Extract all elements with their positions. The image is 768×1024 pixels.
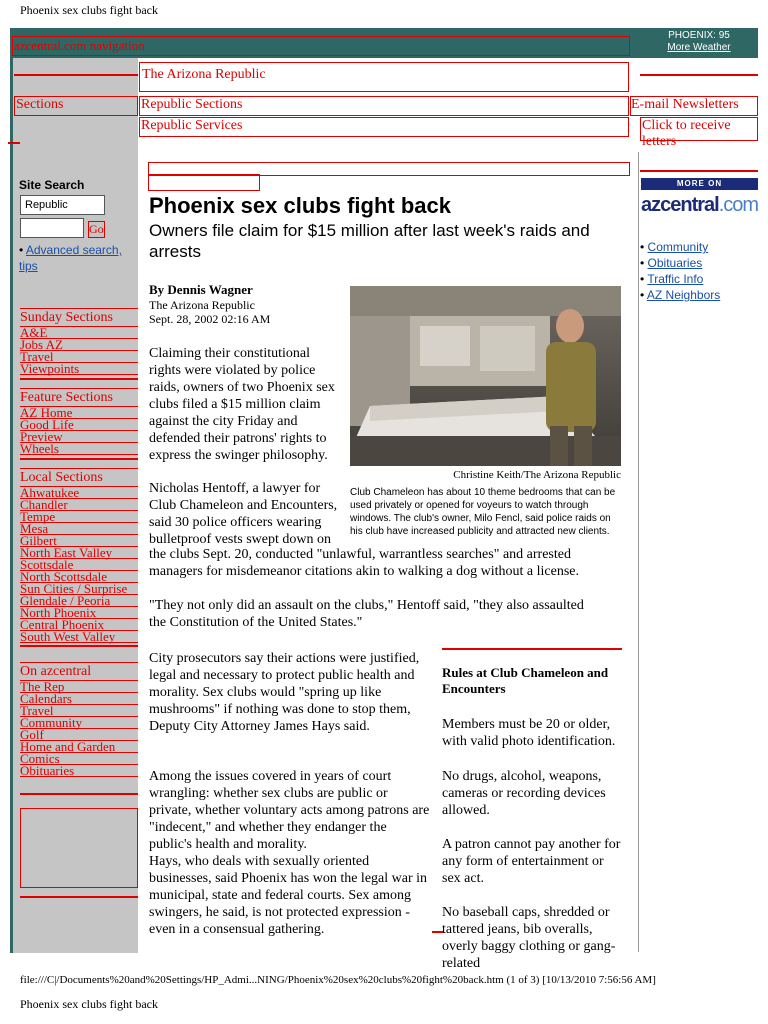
sidebar-group-feature [20,388,138,455]
sidebar-item[interactable]: Tempe [20,511,138,523]
sidebar-item[interactable]: Calendars [20,693,138,705]
weather-temp: PHOENIX: 95 [668,30,730,41]
nav-label[interactable]: azcentral.com navigation [14,38,145,53]
weather-link[interactable]: More Weather [667,42,731,53]
article-paragraph: Among the issues covered in years of court wrangling: whether sex clubs are public or private, whether voluntary acts among patrons are "indecent," and whether they endanger the public's health and morality. [149,769,430,852]
sidebar-item[interactable]: Chandler [20,499,138,511]
sidebar-group-azcentral [20,662,138,777]
sidebar-item[interactable]: North Phoenix [20,607,138,619]
article-paragraph: Nicholas Hentoff, a lawyer for Club Chameleon and Encounters, said 30 police officers wearing bulletproof vests swept down on [149,481,338,547]
group-rule [20,645,138,647]
right-rail-divider [638,152,639,952]
sidebar-item[interactable]: Scottsdale [20,559,138,571]
rule-item: No baseball caps, shredded or tattered jeans, bib overalls, overly baggy clothing or gang-related [442,905,616,971]
sidebar-group-sunday [20,308,138,375]
traffic-info-link[interactable]: Traffic Info [647,272,704,286]
sidebar-item[interactable]: Viewpoints [20,363,138,375]
sidebar-empty-box [20,808,138,888]
next-page-header: Phoenix sex clubs fight back [20,997,158,1011]
republic-sections[interactable]: Republic Sections [141,97,243,112]
logo-com: .com [718,194,759,216]
sidebar-item[interactable]: Obituaries [20,765,138,777]
sidebar-item[interactable]: Community [20,717,138,729]
azcentral-logo[interactable] [641,194,758,217]
az-neighbors-link[interactable]: AZ Neighbors [646,288,721,302]
sidebar-item[interactable]: The Rep [20,681,138,693]
sunday-sections-heading[interactable]: Sunday Sections [20,308,138,327]
letters-cut: letters [642,134,677,149]
weather-box [640,30,758,54]
sidebar-item[interactable]: Jobs AZ [20,339,138,351]
group-rule [20,793,138,795]
sidebar-item[interactable]: Preview [20,431,138,443]
sidebar-item[interactable]: Travel [20,351,138,363]
click-receive-frame [640,117,758,149]
photo-illustration [350,286,621,466]
sidebar-item[interactable]: Gilbert [20,535,138,547]
sidebar-item[interactable]: AZ Home [20,407,138,419]
sidebar-item[interactable]: Central Phoenix [20,619,138,631]
article-paragraph: the clubs Sept. 20, conducted "unlawful, warrantless searches" and arrested managers for misdemeanor citations akin to walking a dog without a license. [149,547,579,579]
rule-item: No drugs, alcohol, weapons, cameras or recording devices allowed. [442,769,606,818]
headline: Phoenix sex clubs fight back [149,193,451,218]
feature-sections-heading[interactable]: Feature Sections [20,388,138,407]
right-rail-links: • Community • Obituaries • Traffic Info • AZ Neighbors [640,240,721,302]
sidebar-item[interactable]: North Scottsdale [20,571,138,583]
sidebar-item[interactable]: North East Valley [20,547,138,559]
site-name[interactable]: The Arizona Republic [142,67,266,82]
republic-services[interactable]: Republic Services [141,118,243,133]
sidebar-item[interactable]: Home and Garden [20,741,138,753]
print-header: Phoenix sex clubs fight back [20,3,158,17]
click-to-receive[interactable]: Click to receive [642,118,731,133]
rule-item: A patron cannot pay another for any form of entertainment or sex act. [442,837,621,886]
on-azcentral-heading[interactable]: On azcentral [20,662,138,681]
go-button[interactable]: Go [89,222,104,236]
subhead: Owners file claim for $15 million after last week's raids and arrests [149,221,590,261]
sidebar-item[interactable]: Good Life [20,419,138,431]
logo-az: az [641,194,661,216]
email-newsletters[interactable]: E-mail Newsletters [631,97,739,112]
dateline: Sept. 28, 2002 02:16 AM [149,312,271,326]
search-scope-box[interactable] [20,218,84,238]
right-rail-rule [640,170,758,172]
sidebar-item[interactable]: A&E [20,327,138,339]
sidebar-item[interactable]: Mesa [20,523,138,535]
photo-caption: Club Chameleon has about 10 theme bedrooms that can be used privately or opened for voyeurs to watch through windows. The club's owner, Milo Fencl, said police raids on his club have increased publicity and attracted new clients. [350,487,616,537]
article-paragraph: "They not only did an assault on the clubs," Hentoff said, "they also assaulted the Constitution of the United States." [149,598,584,630]
logo-central: central [660,194,719,216]
article-photo [350,286,621,466]
local-sections-heading[interactable]: Local Sections [20,468,138,487]
search-input[interactable] [20,195,105,215]
small-rule [8,142,20,144]
sidebar-item[interactable]: Wheels [20,443,138,455]
article-paragraph: Hays, who deals with sexually oriented businesses, said Phoenix has won the legal war in municipal, state and federal courts. Sex among swingers, he said, is not protected expression - even in a consensual gathering. [149,854,428,937]
content-small-frame [148,174,260,191]
rules-rule [442,648,622,650]
obituaries-link[interactable]: Obituaries [647,256,703,270]
byline-source: The Arizona Republic [149,298,255,312]
header-rule-right [640,74,758,76]
community-link[interactable]: Community [647,240,709,254]
sidebar-item[interactable]: Sun Cities / Surprise [20,583,138,595]
article-paragraph: City prosecutors say their actions were justified, legal and necessary to protect public health and morality. Sex clubs would "spring up like mushrooms" if nothing was done to stop them, Deputy City Attorney James Hays said. [149,651,420,734]
sidebar-group-local [20,468,138,643]
sidebar-edge [10,58,13,953]
group-rule [20,896,138,898]
sidebar-item[interactable]: Ahwatukee [20,487,138,499]
advanced-search: • Advanced search, tips [19,243,122,273]
group-rule [20,378,138,380]
site-search-label: Site Search [19,178,85,192]
sidebar-item[interactable]: South West Valley [20,631,138,643]
sidebar-item[interactable]: Comics [20,753,138,765]
byline: By Dennis Wagner [149,282,253,297]
rule-item: Members must be 20 or older, with valid photo identification. [442,717,616,749]
sidebar-item[interactable]: Travel [20,705,138,717]
file-path: file:///C|/Documents%20and%20Settings/HP_Admi...NING/Phoenix%20sex%20clubs%20fight%20back.htm (1 of 3) [10/13/2010 7:56:56 AM] [20,974,656,986]
group-rule [20,458,138,460]
sidebar-item[interactable]: Golf [20,729,138,741]
more-on-bar: MORE ON [641,178,758,190]
header-rule-left [14,74,138,76]
advanced-search-link[interactable]: Advanced search, tips [19,243,122,273]
rules-title: Rules at Club Chameleon and Encounters [442,665,609,696]
photo-credit: Christine Keith/The Arizona Republic [453,469,621,481]
article-paragraph: Claiming their constitutional rights were violated by police raids, owners of two Phoenix sex clubs filed a $15 million claim against the city Friday and defended their patrons' rights to express the swinger philosophy. [149,346,335,463]
sidebar-item[interactable]: Glendale / Peoria [20,595,138,607]
sections-label[interactable]: Sections [16,97,64,112]
